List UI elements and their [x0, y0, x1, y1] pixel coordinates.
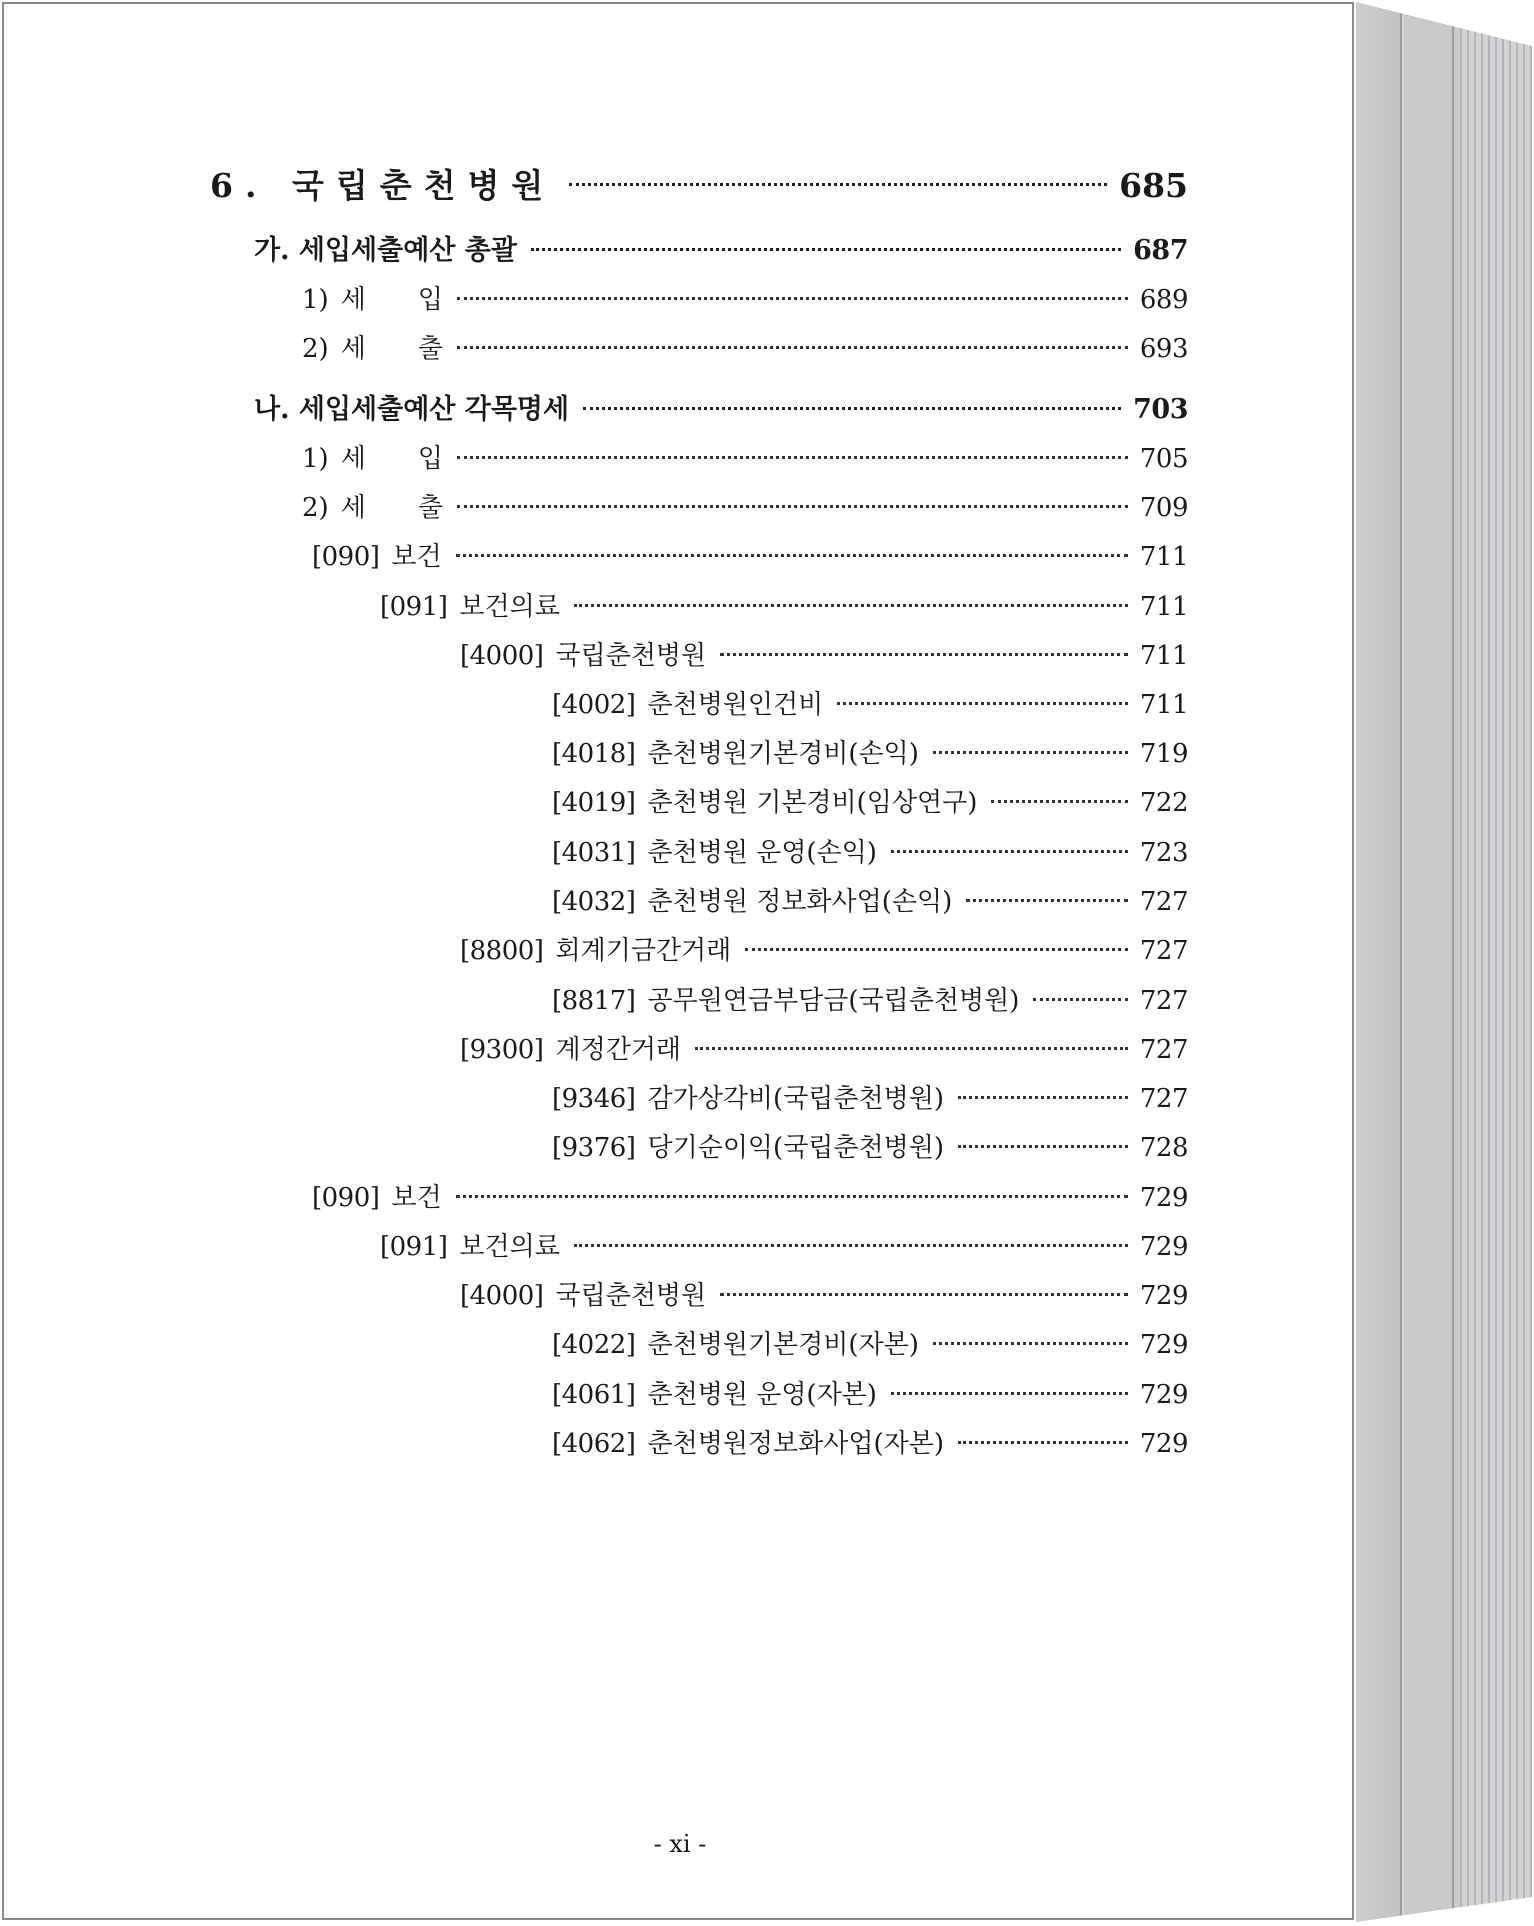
toc-entry[interactable]: [552, 737, 1188, 771]
toc-entry[interactable]: [312, 540, 1188, 574]
dot-leader: [966, 899, 1128, 902]
toc-page-number: 729: [1139, 1281, 1188, 1311]
dot-leader: [837, 702, 1128, 705]
toc-page-number: 729: [1139, 1232, 1188, 1262]
toc-word-b: 출: [417, 334, 443, 364]
toc-num: 1): [302, 444, 329, 474]
dot-leader: [720, 1293, 1128, 1296]
toc-title: 국립춘천병원: [555, 1281, 707, 1311]
toc-label: [302, 283, 443, 317]
toc-page-number: 711: [1139, 641, 1188, 671]
toc-entry-ga-1[interactable]: [302, 283, 1188, 317]
toc-label: [552, 1378, 877, 1412]
dot-leader: [933, 751, 1128, 754]
toc-label: [552, 1131, 944, 1165]
toc-title: 보건: [391, 1183, 442, 1213]
toc-page-number: 685: [1119, 166, 1188, 205]
toc-code: [4031]: [552, 838, 636, 868]
toc-page-number: 711: [1139, 542, 1188, 572]
toc-page-number: 711: [1139, 690, 1188, 720]
dot-leader: [695, 1047, 1128, 1050]
toc-page-number: 687: [1133, 235, 1188, 266]
toc-title: 춘천병원 기본경비(임상연구): [647, 788, 978, 818]
book-page-edges: [1356, 2, 1532, 1922]
toc-page-number: 727: [1139, 887, 1188, 917]
dot-leader: [720, 653, 1128, 656]
toc-title: 춘천병원기본경비(손익): [647, 739, 919, 769]
dot-leader: [457, 505, 1128, 508]
toc-label: [552, 737, 919, 771]
toc-page-number: 703: [1133, 394, 1188, 425]
toc-section-ga[interactable]: [254, 234, 1188, 268]
toc-code: [4019]: [552, 788, 636, 818]
toc-label: [380, 590, 560, 624]
toc-label: 가. 세입세출예산 총괄: [254, 235, 517, 266]
toc-entry[interactable]: [380, 1230, 1188, 1264]
dot-leader: [1033, 998, 1127, 1001]
toc-label: [552, 688, 823, 722]
toc-label: [460, 934, 731, 968]
dot-leader: [574, 604, 1128, 607]
toc-entry[interactable]: [460, 639, 1188, 673]
toc-title: 춘천병원 정보화사업(손익): [647, 887, 953, 917]
toc-page-number: 729: [1139, 1330, 1188, 1360]
toc-code: [4022]: [552, 1330, 636, 1360]
toc-entry[interactable]: [552, 1131, 1188, 1165]
toc-label: [312, 540, 442, 574]
toc-title: 감가상각비(국립춘천병원): [647, 1084, 945, 1114]
table-of-contents: [4, 4, 1356, 1922]
toc-entry[interactable]: [552, 786, 1188, 820]
toc-word-a: 세: [340, 493, 366, 523]
toc-label: [460, 1279, 706, 1313]
dot-leader: [933, 1342, 1128, 1345]
toc-page-number: 693: [1139, 334, 1188, 364]
document-page: [2, 2, 1354, 1920]
toc-entry[interactable]: [552, 836, 1188, 870]
toc-code: [4062]: [552, 1429, 636, 1459]
dot-leader: [958, 1145, 1128, 1148]
toc-code: [090]: [312, 1183, 380, 1213]
toc-code: [9300]: [460, 1035, 544, 1065]
toc-title: 춘천병원 운영(손익): [647, 838, 877, 868]
toc-title: 국립춘천병원: [555, 641, 707, 671]
toc-title: 춘천병원인건비: [647, 690, 824, 720]
toc-page-number: 689: [1139, 285, 1188, 315]
toc-label: 나. 세입세출예산 각목명세: [254, 394, 570, 425]
toc-code: [9346]: [552, 1084, 636, 1114]
toc-entry[interactable]: [552, 1427, 1188, 1461]
toc-page-number: 727: [1139, 936, 1188, 966]
dot-leader: [958, 1441, 1128, 1444]
toc-label: [302, 442, 443, 476]
toc-code: [091]: [380, 1232, 448, 1262]
toc-label: [552, 984, 1019, 1018]
toc-entry[interactable]: [312, 1181, 1188, 1215]
toc-title: 춘천병원정보화사업(자본): [647, 1429, 945, 1459]
toc-page-number: 711: [1139, 592, 1188, 622]
toc-num: 2): [302, 493, 329, 523]
toc-title: 회계기금간거래: [555, 936, 732, 966]
dot-leader: [531, 248, 1121, 251]
dot-leader: [456, 554, 1128, 557]
toc-title: 당기순이익(국립춘천병원): [647, 1133, 945, 1163]
toc-page-number: 727: [1139, 1035, 1188, 1065]
toc-num: 1): [302, 285, 329, 315]
toc-entry[interactable]: [552, 688, 1188, 722]
toc-label: [302, 491, 443, 525]
toc-label: [552, 885, 952, 919]
toc-entry[interactable]: [552, 1082, 1188, 1116]
toc-entry[interactable]: [552, 1328, 1188, 1362]
toc-page-number: 728: [1139, 1133, 1188, 1163]
toc-code: [091]: [380, 592, 448, 622]
toc-word-b: 입: [417, 444, 443, 474]
toc-page-number: 729: [1139, 1429, 1188, 1459]
toc-title: 보건의료: [459, 1232, 560, 1262]
dot-leader: [745, 948, 1128, 951]
toc-page-number: 709: [1139, 493, 1188, 523]
toc-title: 보건: [391, 542, 442, 572]
toc-label: [460, 639, 706, 673]
toc-entry[interactable]: [380, 590, 1188, 624]
toc-label: 6. 국립춘천병원: [210, 166, 556, 205]
toc-page-number: 729: [1139, 1183, 1188, 1213]
toc-label: [552, 786, 977, 820]
toc-label: [552, 836, 877, 870]
toc-code: [4000]: [460, 641, 544, 671]
toc-code: [4061]: [552, 1380, 636, 1410]
toc-entry-ga-2[interactable]: [302, 332, 1188, 366]
toc-label: [460, 1033, 681, 1067]
toc-code: [9376]: [552, 1133, 636, 1163]
toc-code: [090]: [312, 542, 380, 572]
dot-leader: [991, 800, 1127, 803]
toc-page-number: 729: [1139, 1380, 1188, 1410]
toc-entry[interactable]: [460, 1033, 1188, 1067]
toc-entry-na-1[interactable]: [302, 442, 1188, 476]
toc-label: [552, 1427, 944, 1461]
dot-leader: [583, 407, 1121, 410]
toc-entry[interactable]: [460, 934, 1188, 968]
toc-page-number: 722: [1139, 788, 1188, 818]
toc-num: 2): [302, 334, 329, 364]
toc-code: [8817]: [552, 986, 636, 1016]
dot-leader: [891, 1392, 1128, 1395]
toc-word-b: 출: [417, 493, 443, 523]
toc-title: 춘천병원 운영(자본): [647, 1380, 877, 1410]
toc-word-b: 입: [417, 285, 443, 315]
toc-entry-na-2[interactable]: [302, 491, 1188, 525]
toc-title: 공무원연금부담금(국립춘천병원): [647, 986, 1020, 1016]
toc-title: 춘천병원기본경비(자본): [647, 1330, 919, 1360]
toc-word-a: 세: [340, 444, 366, 474]
dot-leader: [958, 1096, 1128, 1099]
toc-title: 보건의료: [459, 592, 560, 622]
dot-leader: [457, 346, 1128, 349]
toc-page-number: 719: [1139, 739, 1188, 769]
toc-code: [8800]: [460, 936, 544, 966]
toc-chapter-heading[interactable]: [210, 164, 1188, 208]
toc-title: 계정간거래: [555, 1035, 682, 1065]
toc-word-a: 세: [340, 334, 366, 364]
page-number-footer: - xi -: [653, 1830, 707, 1858]
toc-entry[interactable]: [460, 1279, 1188, 1313]
dot-leader: [457, 456, 1128, 459]
toc-code: [4000]: [460, 1281, 544, 1311]
toc-section-na[interactable]: [254, 393, 1188, 427]
toc-entry[interactable]: [552, 984, 1188, 1018]
toc-code: [4018]: [552, 739, 636, 769]
toc-label: [552, 1082, 944, 1116]
dot-leader: [457, 297, 1128, 300]
dot-leader: [891, 850, 1128, 853]
toc-page-number: 723: [1139, 838, 1188, 868]
toc-label: [552, 1328, 919, 1362]
toc-entry[interactable]: [552, 1378, 1188, 1412]
dot-leader: [574, 1244, 1128, 1247]
toc-word-a: 세: [340, 285, 366, 315]
dot-leader: [456, 1195, 1128, 1198]
toc-label: [380, 1230, 560, 1264]
toc-page-number: 727: [1139, 1084, 1188, 1114]
toc-page-number: 727: [1139, 986, 1188, 1016]
toc-code: [4032]: [552, 887, 636, 917]
dot-leader: [569, 183, 1107, 186]
toc-entry[interactable]: [552, 885, 1188, 919]
toc-page-number: 705: [1139, 444, 1188, 474]
toc-label: [302, 332, 443, 366]
toc-code: [4002]: [552, 690, 636, 720]
toc-label: [312, 1181, 442, 1215]
